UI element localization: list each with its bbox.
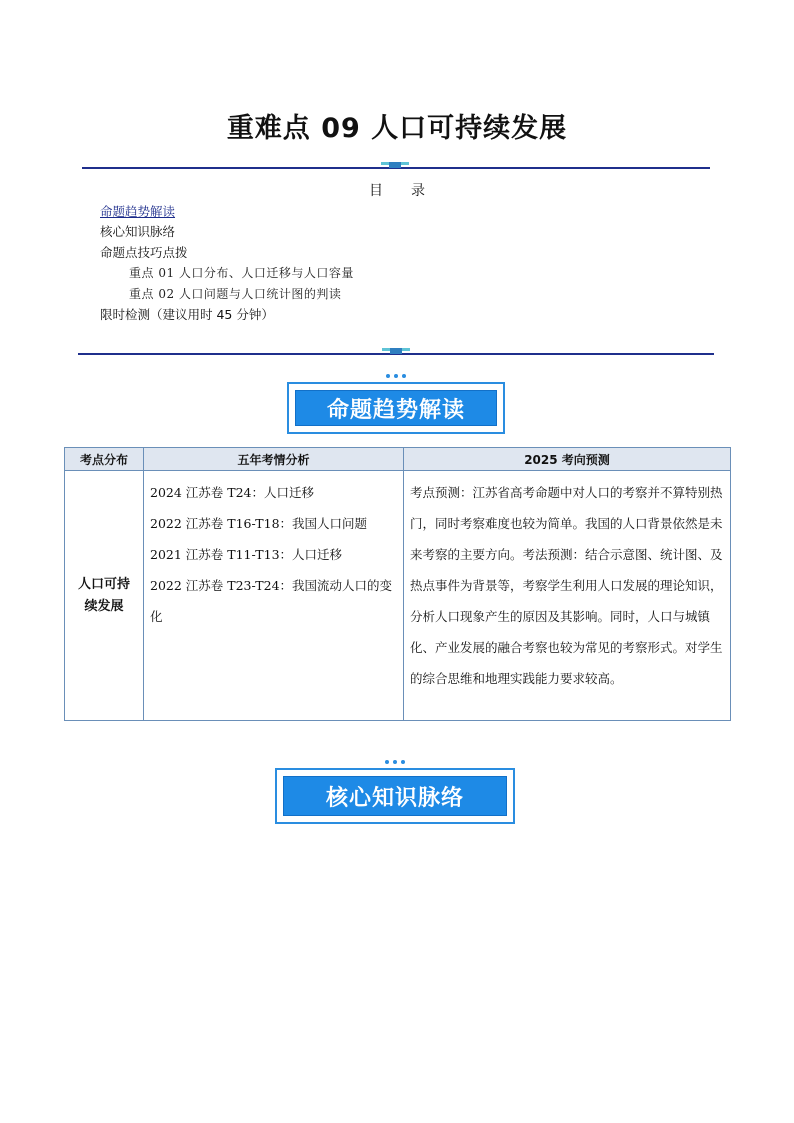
divider-ornament: [381, 162, 409, 168]
analysis-item: 2024 江苏卷 T24：人口迁移: [150, 485, 315, 500]
toc-heading: 目录: [369, 183, 453, 199]
topic-cell: 人口可持续发展: [65, 471, 144, 721]
toc-subitem-key2: 重点 02 人口问题与人口统计图的判读: [129, 287, 342, 301]
analysis-item: 2021 江苏卷 T11-T13：人口迁移: [150, 547, 343, 562]
column-header-prediction: 2025 考向预测: [404, 448, 731, 471]
divider-ornament: [382, 348, 410, 354]
section-badge-knowledge: 核心知识脉络: [275, 768, 515, 824]
column-header-topic: 考点分布: [65, 448, 144, 471]
exam-analysis-table: [64, 447, 731, 721]
table-row: [65, 471, 731, 721]
toc-item-skills: 命题点技巧点拨: [100, 245, 188, 260]
table-header-row: [65, 448, 731, 471]
column-header-analysis: 五年考情分析: [144, 448, 404, 471]
page-title: 重难点 09 人口可持续发展: [226, 113, 568, 144]
toc-item-test: 限时检测（建议用时 45 分钟）: [100, 307, 274, 322]
section-badge-trend: 命题趋势解读: [287, 382, 505, 434]
analysis-item: 2022 江苏卷 T23-T24：我国流动人口的变化: [150, 578, 393, 624]
toc-subitem-key1: 重点 01 人口分布、人口迁移与人口容量: [129, 266, 354, 280]
toc-link-trend[interactable]: 命题趋势解读: [100, 204, 176, 219]
prediction-cell: 考点预测：江苏省高考命题中对人口的考察并不算特别热门，同时考察难度也较为简单。我国的人口背景依然是未来考察的主要方向。考法预测：结合示意图、统计图、及热点事件为背景等，考察学生利用人口发展的理论知识，分析人口现象产生的原因及其影响。同时，人口与城镇化、产业发展的融合考察也较为常见的考察形式。对学生的综合思维和地理实践能力要求较高。: [404, 471, 731, 721]
toc-item-knowledge: 核心知识脉络: [100, 224, 176, 239]
analysis-cell: [144, 471, 404, 721]
analysis-item: 2022 江苏卷 T16-T18：我国人口问题: [150, 516, 368, 531]
